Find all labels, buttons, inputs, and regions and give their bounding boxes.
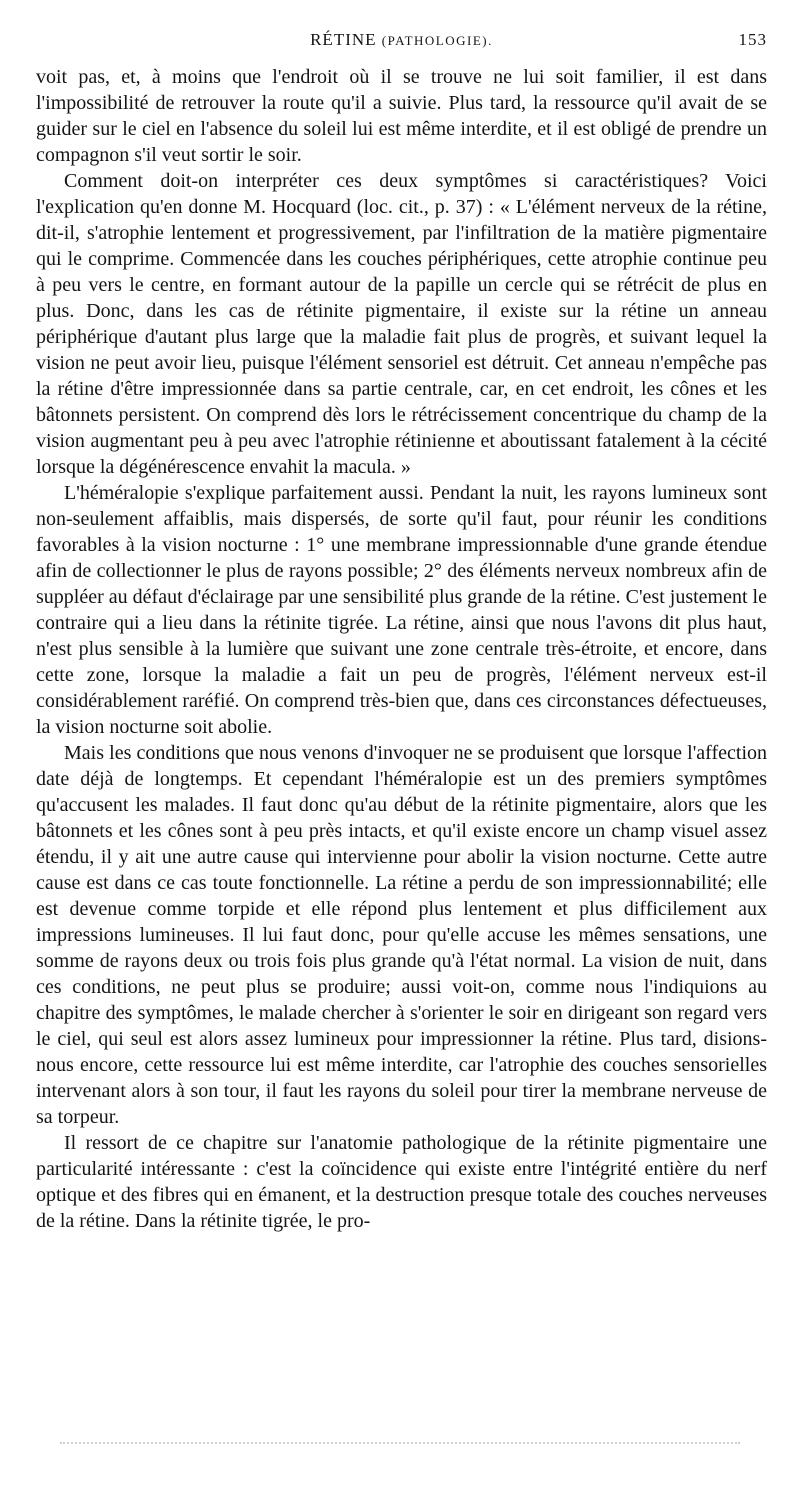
paragraph: Mais les conditions que nous venons d'invoquer ne se produisent que lorsque l'affection date déjà de longtemps. Et cependant l'héméralopie est un des premiers symptômes qu'accusent les malades. Il faut donc qu'au début de la rétinite pigmentaire, alors que les bâtonnets et les cônes sont à peu près intacts, et qu'il existe encore un champ visuel assez étendu, il y ait une autre cause qui intervienne pour abolir la vision nocturne. Cette autre cause est dans ce cas toute fonctionnelle. La rétine a perdu de son impressionnabilité; elle est devenue comme torpide et elle répond plus lentement et plus difficilement aux impressions lumineuses. Il lui faut donc, pour qu'elle accuse les mêmes sensations, une somme de rayons deux ou trois fois plus grande qu'à l'état normal. La vision de nuit, dans ces conditions, ne peut plus se produire; aussi voit-on, comme nous l'indiquions au chapitre des symptômes, le malade chercher à s'orienter le soir en dirigeant son regard vers le ciel, qui seul est alors assez lumineux pour impressionner la rétine. Plus tard, disions-nous encore, cette ressource lui est même interdite, car l'atrophie des couches sensorielles intervenant alors à son tour, il faut les rayons du soleil pour tirer la membrane nerveuse de sa torpeur. — [36, 742, 767, 1128]
book-page — [36, 30, 767, 1234]
running-title-sub: (PATHOLOGIE). — [381, 33, 493, 48]
paragraph: L'héméralopie s'explique parfaitement aussi. Pendant la nuit, les rayons lumineux sont non-seulement affaiblis, mais dispersés, de sorte qu'il faut, pour réunir les conditions favorables à la vision nocturne : 1° une membrane impressionnable d'une grande étendue afin de collectionner le plus de rayons possible; 2° des éléments nerveux nombreux afin de suppléer au défaut d'éclairage par une sensibilité plus grande de la rétine. C'est justement le contraire qui a lieu dans la rétinite tigrée. La rétine, ainsi que nous l'avons dit plus haut, n'est plus sensible à la lumière que suivant une zone centrale très-étroite, et encore, dans cette zone, lorsque la maladie a fait un peu de progrès, l'élément nerveux est-il considérablement raréfié. On comprend très-bien que, dans ces circonstances défectueuses, la vision nocturne soit abolie. — [36, 482, 767, 738]
paragraph: Il ressort de ce chapitre sur l'anatomie pathologique de la rétinite pigmentaire une particularité intéressante : c'est la coïncidence qui existe entre l'intégrité entière du nerf optique et des fibres qui en émanent, et la destruction presque totale des couches nerveuses de la rétine. Dans la rétinite tigrée, le pro- — [36, 1132, 767, 1232]
running-title-main: RÉTINE — [310, 30, 377, 49]
running-title — [36, 30, 767, 50]
body-text — [36, 64, 767, 1234]
paragraph: voit pas, et, à moins que l'endroit où il se trouve ne lui soit familier, il est dans l'impossibilité de retrouver la route qu'il a suivie. Plus tard, la ressource qu'il avait de se guider sur le ciel en l'absence du soleil lui est même interdite, et il est obligé de prendre un compagnon s'il veut sortir le soir. — [36, 66, 767, 166]
bleed-through-marks — [60, 1442, 740, 1448]
running-head — [36, 30, 767, 54]
paragraph: Comment doit-on interpréter ces deux symptômes si caractéristiques? Voici l'explication qu'en donne M. Hocquard (loc. cit., p. 37) : « L'élément nerveux de la rétine, dit-il, s'atrophie lentement et progressivement, par l'infiltration de la matière pigmentaire qui le comprime. Commencée dans les couches périphériques, cette atrophie continue peu à peu vers le centre, en formant autour de la papille un cercle qui se rétrécit de plus en plus. Donc, dans les cas de rétinite pigmentaire, il existe sur la rétine un anneau périphérique d'autant plus large que la maladie fait plus de progrès, et suivant lequel la vision ne peut avoir lieu, puisque l'élément sensoriel est détruit. Cet anneau n'empêche pas la rétine d'être impressionnée dans sa partie centrale, car, en cet endroit, les cônes et les bâtonnets persistent. On comprend dès lors le rétrécissement concentrique du champ de la vision augmentant peu à peu avec l'atrophie rétinienne et aboutissant fatalement à la cécité lorsque la dégénérescence envahit la macula. » — [36, 170, 767, 478]
page-number: 153 — [738, 30, 767, 49]
